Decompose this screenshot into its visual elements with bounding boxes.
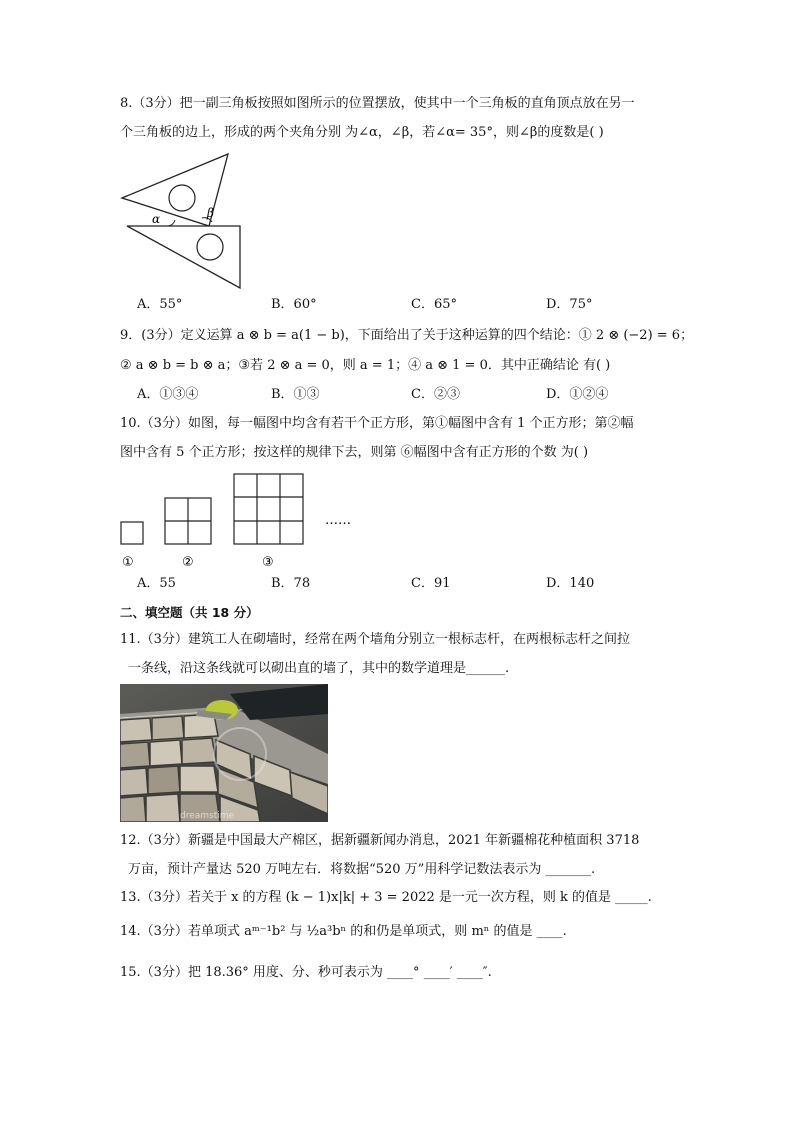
- q15-line: 15.（3分）把 18.36° 用度、分、秒可表示为 ____° ____′ ____″.: [120, 965, 492, 980]
- q10-option-b: B．78: [271, 576, 311, 591]
- q13-line: 13.（3分）若关于 x 的方程 (k − 1)x|k| + 3 = 2022 是一元一次方程，则 k 的值是 _____.: [120, 890, 652, 905]
- section-fill-in-heading: 二、填空题（共 18 分）: [120, 605, 259, 620]
- q8-option-d: D．75°: [546, 297, 593, 312]
- pattern-ellipsis: ……: [325, 513, 351, 528]
- q10-line2: 图中含有 5 个正方形；按这样的规律下去，则第 ⑥幅图中含有正方形的个数 为( ): [120, 445, 589, 460]
- pattern-label-1: ①: [122, 555, 134, 570]
- q8-option-c: C．65°: [411, 297, 457, 312]
- q9-option-d: D．①②④: [546, 387, 609, 402]
- set-square-figure: [118, 150, 243, 292]
- photo-watermark: dreamstime: [180, 811, 235, 821]
- q8-option-a: A．55°: [137, 297, 183, 312]
- q12-line1: 12.（3分）新疆是中国最大产棉区，据新疆新闻办消息，2021 年新疆棉花种植面积 3718: [120, 833, 640, 848]
- pattern-3-grid: [234, 474, 303, 544]
- squares-pattern-figure: [118, 470, 358, 570]
- q11-line2: 一条线，沿这条线就可以砌出直的墙了，其中的数学道理是______.: [128, 661, 510, 676]
- lower-triangle: [127, 226, 240, 288]
- q10-option-d: D．140: [546, 576, 595, 591]
- q9-option-c: C．②③: [411, 387, 460, 402]
- beta-label: β: [207, 206, 214, 220]
- q9-option-a: A．①③④: [137, 387, 199, 402]
- q10-line1: 10.（3分）如图，每一幅图中均含有若干个正方形，第①幅图中含有 1 个正方形；第②幅: [120, 416, 634, 431]
- q12-line2: 万亩，预计产量达 520 万吨左右．将数据“520 万”用科学记数法表示为 _______.: [128, 862, 596, 877]
- q8-option-b: B．60°: [271, 297, 317, 312]
- q8-line2: 个三角板的边上，形成的两个夹角分别 为∠α，∠β，若∠α= 35°，则∠β的度数是( ): [120, 125, 604, 140]
- q10-option-a: A．55: [137, 576, 176, 591]
- pattern-label-3: ③: [262, 555, 274, 570]
- q9-option-b: B．①③: [271, 387, 320, 402]
- alpha-arc: [168, 220, 175, 226]
- q9-line2: ② a ⊗ b = b ⊗ a；③若 2 ⊗ a = 0，则 a = 1；④ a ⊗ 1 = 0．其中正确结论 有( ): [120, 358, 611, 373]
- alpha-label: α: [152, 212, 161, 226]
- q14-line: 14.（3分）若单项式 aᵐ⁻¹b² 与 ½a³bⁿ 的和仍是单项式，则 mⁿ 的值是 ____.: [120, 924, 567, 939]
- q9-line1: 9．(3分）定义运算 a ⊗ b = a(1 − b)，下面给出了关于这种运算的四个结论：① 2 ⊗ (−2) = 6；: [120, 328, 694, 343]
- pattern-2-grid: [165, 498, 211, 544]
- bricklaying-photo: [120, 684, 328, 822]
- pattern-1-square: [121, 522, 143, 544]
- q8-line1: 8.（3分）把一副三角板按照如图所示的位置摆放，使其中一个三角板的直角顶点放在另一: [120, 96, 635, 111]
- q11-line1: 11.（3分）建筑工人在砌墙时，经常在两个墙角分别立一根标志杆，在两根标志杆之间拉: [120, 632, 630, 647]
- q10-option-c: C．91: [411, 576, 451, 591]
- pattern-label-2: ②: [182, 555, 194, 570]
